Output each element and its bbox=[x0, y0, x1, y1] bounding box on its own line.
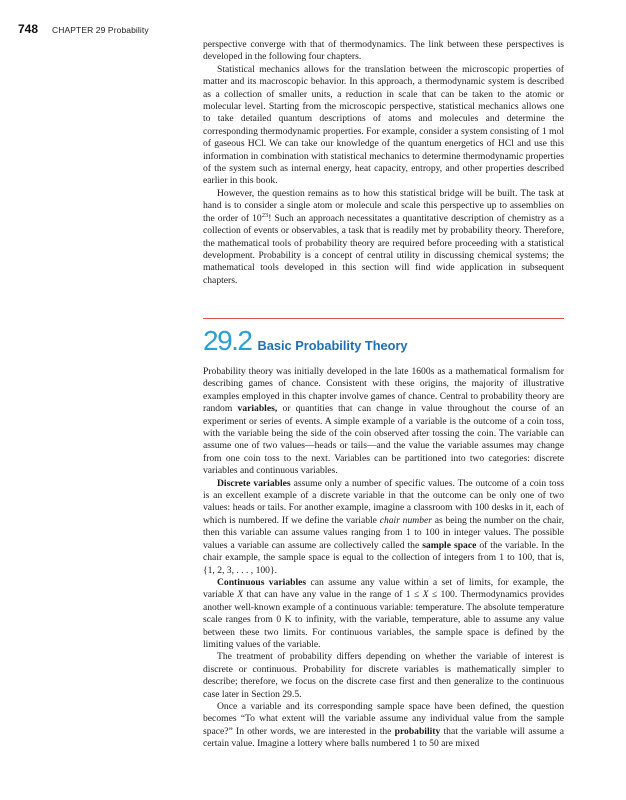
intro-text bbox=[203, 39, 564, 287]
paragraph: perspective converge with that of thermodynamics. The link between these perspectives is developed in the following four chapters. bbox=[203, 39, 564, 63]
key-term: probability bbox=[394, 725, 441, 737]
key-term: Discrete variables bbox=[217, 477, 291, 489]
paragraph: Probability theory was initially developed in the late 1600s as a mathematical formalism for describing games of chance. Consistent with these origins, the majority of illustrative examples employed in this chapter involve games of chance. Central to probability theory are random variables, or quantities that can change in value throughout the course of an experiment or series of events. A simple example of a variable is the outcome of a coin toss, with the variable being the side of the coin observed after tossing the coin. The variable can assume one of two values—heads or tails—and the value the variable assumes may change from one coin toss to the next. Variables can be partitioned into two categories: discrete variables and continuous variables. bbox=[203, 366, 564, 477]
section-number: 29.2 bbox=[203, 325, 252, 356]
running-head bbox=[18, 22, 149, 38]
paragraph: Once a variable and its corresponding sample space have been defined, the question becomes “To what extent will the variable assume any individual value from the sample space?” In other words, we are interested in the probability that the variable will assume a certain value. Imagine a lottery where balls numbered 1 to 50 are mixed bbox=[203, 700, 564, 750]
key-term: sample space bbox=[422, 539, 477, 551]
key-term: Continuous variables bbox=[217, 576, 307, 588]
paragraph: Statistical mechanics allows for the translation between the microscopic properties of matter and its macroscopic behavior. In this approach, a thermodynamic system is described as a collection of smaller units, a reduction in scale that can be taken to the atomic or molecular level. Starting from the microscopic perspective, statistical mechanics allows one to take detailed quantum descriptions of atoms and molecules and determine the corresponding thermodynamic properties. For example, consider a system consisting of 1 mol of gaseous HCl. We can take our knowledge of the quantum energetics of HCl and use this information in combination with statistical mechanics to determine thermodynamic properties of the system such as internal energy, heat capacity, entropy, and other properties described earlier in this book. bbox=[203, 63, 564, 187]
paragraph: However, the question remains as to how this statistical bridge will be built. The task at hand is to consider a single atom or molecule and scale this perspective up to assemblies on the order of $10^{23}$! Such an approach necessitates a quantitative description of chemistry as a collection of events or observables, a task that is readily met by probability theory. Therefore, the mathematical tools of probability theory are required before proceeding with a statistical development. Probability is a concept of central utility in discussing chemical systems; the mathematical tools developed in this section will find wide application in subsequent chapters. bbox=[203, 187, 565, 286]
exponent: 23 bbox=[261, 211, 269, 219]
page-number: 748 bbox=[18, 22, 39, 36]
section-divider bbox=[203, 318, 564, 319]
section-title: Basic Probability Theory bbox=[257, 338, 408, 353]
section-heading bbox=[203, 326, 408, 356]
key-term: variables, bbox=[237, 403, 278, 415]
section-body bbox=[203, 366, 564, 751]
chapter-title: CHAPTER 29 Probability bbox=[52, 25, 149, 35]
paragraph: Discrete variables assume only a number of specific values. The outcome of a coin toss is an excellent example of a discrete variable in that the outcome can be only one of two values: heads or tails. For another example, imagine a classroom with 100 desks in it, each of which is numbered. If we define the variable chair number as being the number on the chair, then this variable can assume values ranging from 1 to 100 in integer values. The possible values a variable can assume are collectively called the sample space of the variable. In the chair example, the sample space is equal to the collection of integers from 1 to 100, that is, {1, 2, 3, . . . , 100}. bbox=[203, 477, 565, 576]
paragraph: The treatment of probability differs depending on whether the variable of interest is discrete or continuous. Probability for discrete variables is mathematically simpler to describe; therefore, we focus on the discrete case first and then generalize to the continuous case later in Section 29.5. bbox=[203, 651, 564, 700]
paragraph: Continuous variables can assume any value within a set of limits, for example, the variable X that can have any value in the range of 1 ≤ X ≤ 100. Thermodynamics provides another well-known example of a continuous variable: temperature. The absolute temperature scale ranges from 0 K to infinity, with the variable, temperature, able to assume any value between these two limits. For continuous variables, the sample space is defined by the limiting values of the variable. bbox=[203, 576, 564, 650]
